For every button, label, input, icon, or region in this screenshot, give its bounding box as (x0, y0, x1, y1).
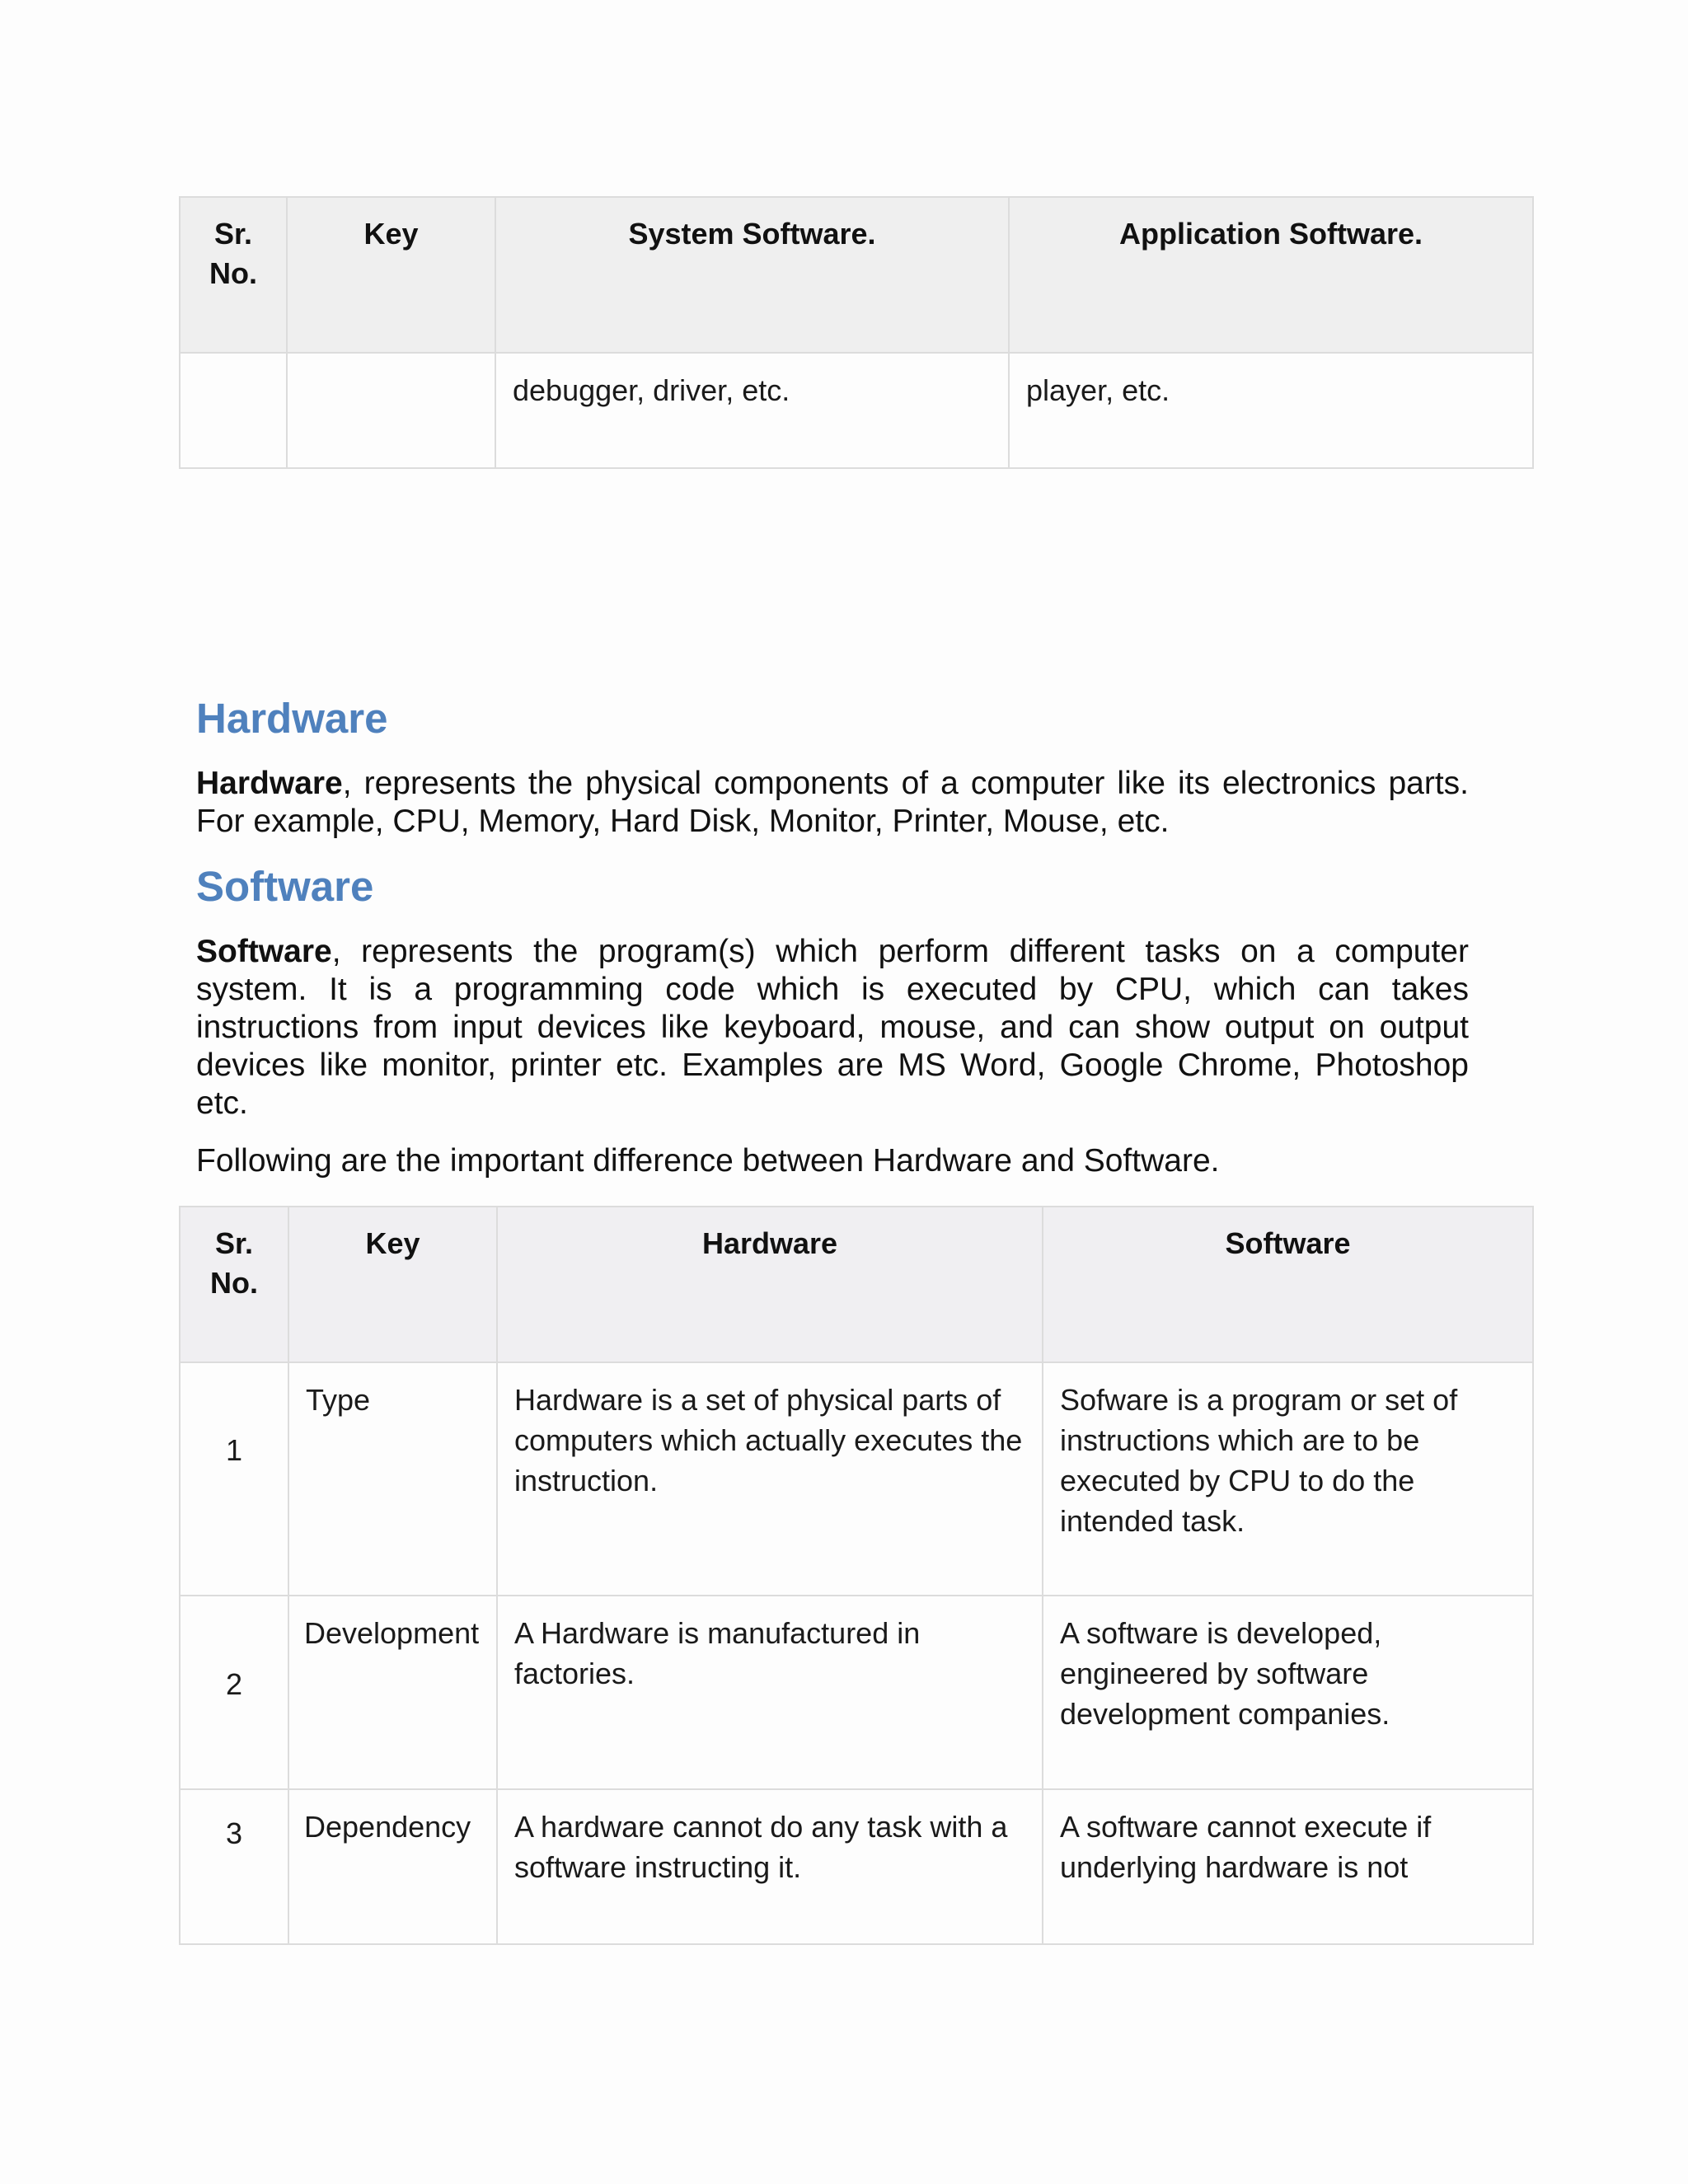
software-paragraph (196, 933, 1469, 1122)
header-key: Key (288, 1207, 497, 1362)
header-sr-no: Sr. No. (180, 1207, 288, 1362)
table-row (180, 1596, 1533, 1789)
cell-application-software: player, etc. (1009, 353, 1533, 468)
cell-software: Sofware is a program or set of instructions which are to be executed by CPU to do the intended task. (1043, 1362, 1533, 1596)
table-row (180, 1789, 1533, 1944)
hardware-term: Hardware (196, 766, 343, 801)
table-row (180, 1362, 1533, 1596)
header-sr-no: Sr. No. (180, 197, 287, 353)
header-key: Key (287, 197, 495, 353)
header-system-software: System Software. (495, 197, 1009, 353)
cell-hardware: Hardware is a set of physical parts of computers which actually executes the instruction. (497, 1362, 1043, 1596)
table-header-row (180, 197, 1533, 353)
intro-paragraph: Following are the important difference between Hardware and Software. (196, 1143, 1220, 1179)
table-row (180, 353, 1533, 468)
header-hardware: Hardware (497, 1207, 1043, 1362)
cell-key: Dependency (288, 1789, 497, 1944)
cell-sr-no: 2 (180, 1596, 288, 1789)
header-application-software: Application Software. (1009, 197, 1533, 353)
software-term: Software (196, 934, 332, 969)
hardware-text: , represents the physical components of a computer like its electronics parts. For example, CPU, Memory, Hard Disk, Monitor, Printer, Mouse, etc. (196, 766, 1469, 839)
hardware-vs-software-table (179, 1206, 1534, 1945)
cell-sr-no (180, 353, 287, 468)
cell-sr-no: 3 (180, 1789, 288, 1944)
cell-sr-no: 1 (180, 1362, 288, 1596)
system-vs-application-table (179, 196, 1534, 469)
table-header-row (180, 1207, 1533, 1362)
cell-software: A software is developed, engineered by software development companies. (1043, 1596, 1533, 1789)
header-software: Software (1043, 1207, 1533, 1362)
hardware-paragraph (196, 765, 1469, 841)
cell-hardware: A Hardware is manufactured in factories. (497, 1596, 1043, 1789)
cell-key: Development (288, 1596, 497, 1789)
cell-software: A software cannot execute if underlying hardware is not (1043, 1789, 1533, 1944)
cell-system-software: debugger, driver, etc. (495, 353, 1009, 468)
cell-hardware: A hardware cannot do any task with a software instructing it. (497, 1789, 1043, 1944)
cell-key (287, 353, 495, 468)
hardware-heading: Hardware (196, 695, 388, 742)
software-heading: Software (196, 863, 374, 910)
cell-key: Type (288, 1362, 497, 1596)
software-text: , represents the program(s) which perform different tasks on a computer system. It is a programming code which is executed by CPU, which can takes instructions from input devices like keyboard, mouse, and can show output on output devices like monitor, printer etc. Examples are MS Word, Google Chrome, Photoshop etc. (196, 934, 1469, 1121)
